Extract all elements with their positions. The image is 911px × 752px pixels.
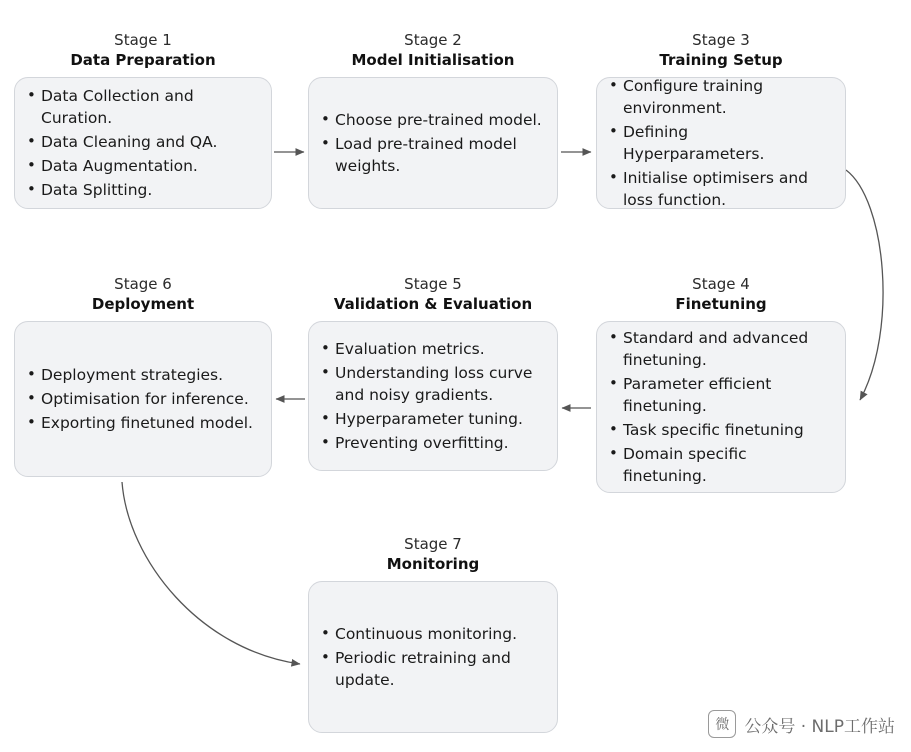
list-item: • Understanding loss curve and noisy gradients. [319, 362, 543, 406]
arrow-stage6-stage7 [122, 482, 300, 664]
stage-card-2 [308, 30, 558, 209]
list-item: • Load pre-trained model weights. [319, 133, 543, 177]
stage-5-number: Stage 5 [404, 275, 462, 293]
stage-6-title: Deployment [91, 295, 195, 314]
stage-2-number: Stage 2 [404, 31, 462, 49]
list-item: • Continuous monitoring. [319, 623, 543, 645]
stage-1-body [14, 77, 272, 209]
wechat-badge-icon: 微 [708, 710, 736, 738]
stage-1-title: Data Preparation [70, 51, 216, 70]
stage-7-number: Stage 7 [404, 535, 462, 553]
stage-5-body [308, 321, 558, 471]
list-item: • Optimisation for inference. [25, 388, 257, 410]
stage-5-title: Validation & Evaluation [333, 295, 533, 314]
list-item: • Data Splitting. [25, 179, 257, 201]
stage-card-5 [308, 274, 558, 471]
list-item: • Defining Hyperparameters. [607, 121, 831, 165]
list-item: • Hyperparameter tuning. [319, 408, 543, 430]
stage-4-body [596, 321, 846, 493]
stage-6-body [14, 321, 272, 477]
list-item: • Choose pre-trained model. [319, 109, 543, 131]
list-item: • Task specific finetuning [607, 419, 831, 441]
list-item: • Initialise optimisers and loss function. [607, 167, 831, 211]
list-item: • Evaluation metrics. [319, 338, 543, 360]
list-item: • Data Cleaning and QA. [25, 131, 257, 153]
list-item: • Data Augmentation. [25, 155, 257, 177]
stage-card-3 [596, 30, 846, 209]
list-item: • Configure training environment. [607, 75, 831, 119]
list-item: • Parameter efficient finetuning. [607, 373, 831, 417]
stage-3-body [596, 77, 846, 209]
stage-7-title: Monitoring [386, 555, 480, 574]
stage-6-number: Stage 6 [114, 275, 172, 293]
stage-3-heading [596, 30, 846, 71]
stage-6-heading [14, 274, 272, 315]
stage-3-number: Stage 3 [692, 31, 750, 49]
stage-card-4 [596, 274, 846, 493]
list-item: • Standard and advanced finetuning. [607, 327, 831, 371]
stage-card-1 [14, 30, 272, 209]
stage-7-body [308, 581, 558, 733]
stage-4-number: Stage 4 [692, 275, 750, 293]
list-item: • Deployment strategies. [25, 364, 257, 386]
watermark [708, 710, 895, 738]
list-item: • Periodic retraining and update. [319, 647, 543, 691]
stage-card-6 [14, 274, 272, 477]
stage-4-title: Finetuning [675, 295, 767, 314]
stage-5-heading [308, 274, 558, 315]
list-item: • Data Collection and Curation. [25, 85, 257, 129]
stage-7-heading [308, 534, 558, 575]
stage-2-heading [308, 30, 558, 71]
stage-1-heading [14, 30, 272, 71]
stage-4-heading [596, 274, 846, 315]
watermark-text: 公众号 · NLP工作站 [744, 716, 895, 737]
list-item: • Preventing overfitting. [319, 432, 543, 454]
stage-1-number: Stage 1 [114, 31, 172, 49]
stage-3-title: Training Setup [659, 51, 783, 70]
stage-2-body [308, 77, 558, 209]
list-item: • Exporting finetuned model. [25, 412, 257, 434]
arrow-stage3-stage4 [846, 170, 883, 400]
stage-2-title: Model Initialisation [351, 51, 515, 70]
stage-card-7 [308, 534, 558, 733]
list-item: • Domain specific finetuning. [607, 443, 831, 487]
